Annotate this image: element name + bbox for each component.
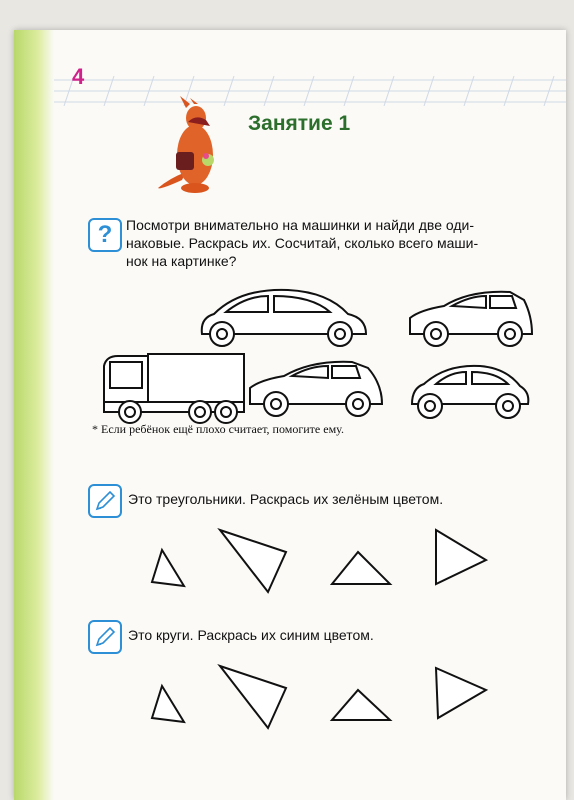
task3-text: Это круги. Раскрась их синим цветом. [128,627,374,643]
triangle-7 [332,690,390,720]
triangle-5 [152,686,184,722]
triangle-8 [436,668,486,718]
parent-note: * Если ребёнок ещё плохо считает, помогите ему. [92,422,344,436]
task1-line1: Посмотри внимательно на машинки и найди две оди- [126,217,475,233]
task1-line2: наковые. Раскрась их. Сосчитай, сколько всего маши- [126,235,479,251]
triangle-6 [220,666,286,728]
lesson-title: Занятие 1 [248,112,351,135]
task2-text: Это треугольники. Раскрась их зелёным цветом. [128,491,444,507]
page-number: 4 [72,64,85,89]
question-icon: ? [88,218,122,252]
task1-line3: нок на картинке? [126,253,237,269]
